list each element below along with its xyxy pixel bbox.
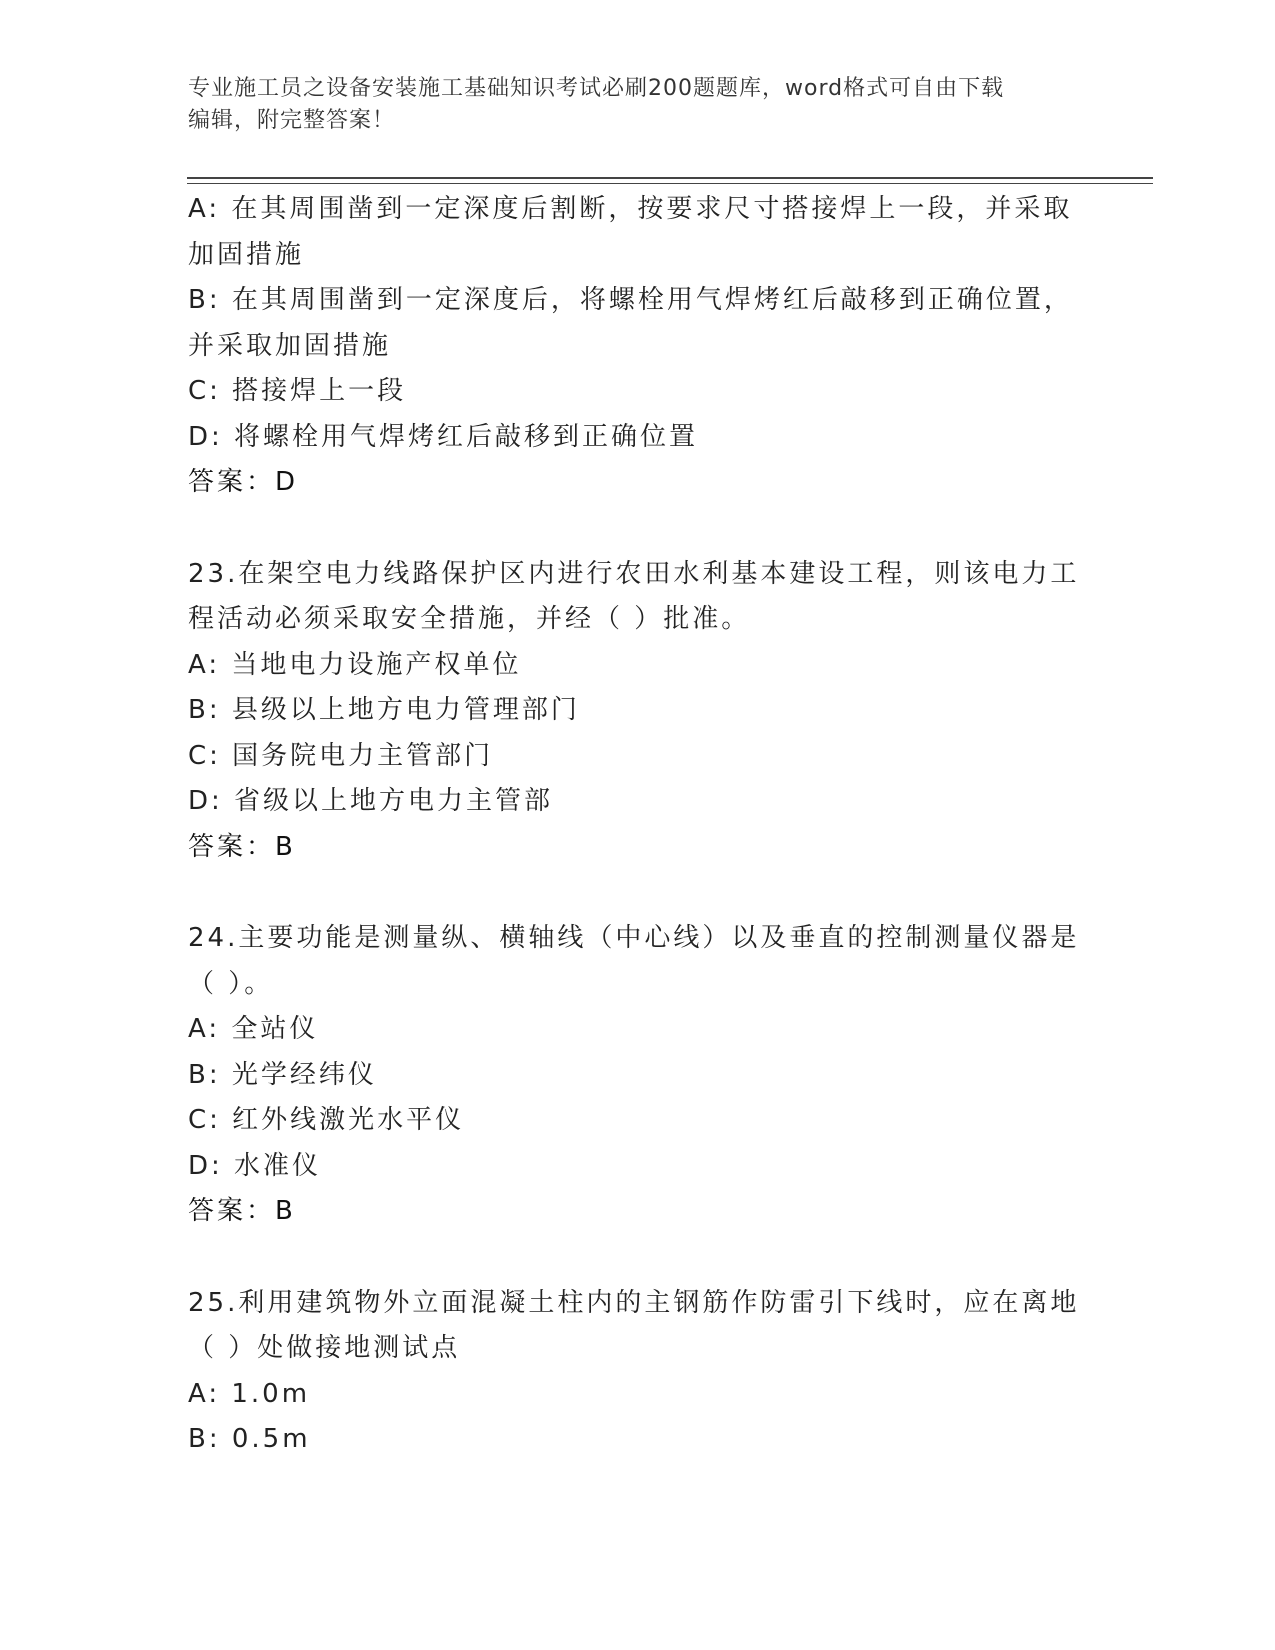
question-stem-continued: （ ）处做接地测试点 [188,1333,461,1363]
option-b: B: 在其周围凿到一定深度后，将螺栓用气焊烤红后敲移到正确位置， [188,285,1073,315]
option-b: B: 县级以上地方电力管理部门 [188,695,580,725]
question-22-continued [188,187,1088,506]
answer-line: 答案：B [188,1196,296,1226]
option-a: A: 全站仪 [188,1014,319,1044]
option-d: D: 将螺栓用气焊烤红后敲移到正确位置 [188,421,699,452]
question-24 [188,916,1088,1235]
document-header [188,73,1078,137]
option-b: B: 光学经纬仪 [188,1059,377,1090]
option-a: A: 在其周围凿到一定深度后割断，按要求尺寸搭接焊上一段，并采取 [188,194,1073,224]
spacer [188,870,1088,916]
question-stem-continued: 程活动必须采取安全措施，并经（ ）批准。 [188,604,751,634]
header-line-2: 编辑，附完整答案！ [188,108,396,133]
option-c: C: 国务院电力主管部门 [188,740,494,771]
option-a-continued: 加固措施 [188,239,305,270]
header-line-1: 专业施工员之设备安装施工基础知识考试必刷200题题库，word格式可自由下载 [188,76,1005,101]
option-a: A: 当地电力设施产权单位 [188,649,522,680]
option-d: D: 省级以上地方电力主管部 [188,786,554,816]
question-23 [188,552,1088,871]
option-d: D: 水准仪 [188,1150,322,1181]
document-body [188,187,1088,1463]
header-rule-thick [187,177,1153,179]
option-c: C: 红外线激光水平仪 [188,1105,465,1135]
spacer [188,1235,1088,1281]
answer-line: 答案：D [188,467,299,497]
option-c: C: 搭接焊上一段 [188,376,407,406]
header-rule-thin [187,183,1153,184]
option-b-continued: 并采取加固措施 [188,330,392,361]
option-b: B: 0.5m [188,1424,311,1454]
question-stem: 23.在架空电力线路保护区内进行农田水利基本建设工程，则该电力工 [188,558,1080,589]
answer-line: 答案：B [188,831,296,862]
question-stem: 24.主要功能是测量纵、横轴线（中心线）以及垂直的控制测量仪器是 [188,923,1080,953]
question-25 [188,1281,1088,1463]
question-stem: 25.利用建筑物外立面混凝土柱内的主钢筋作防雷引下线时，应在离地 [188,1287,1080,1318]
option-a: A: 1.0m [188,1378,311,1409]
spacer [188,506,1088,552]
question-stem-continued: （ ）。 [188,968,274,999]
